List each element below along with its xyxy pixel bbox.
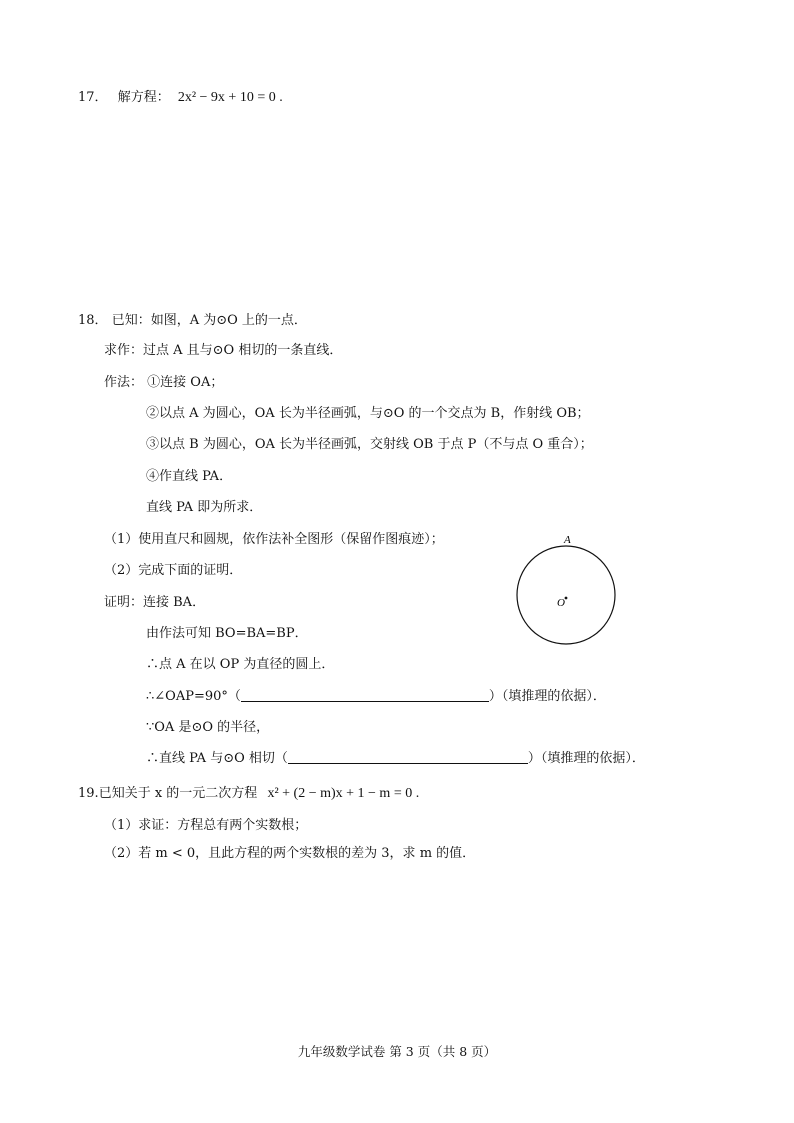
q18-proof1: 由作法可知 BO=BA=BP． — [146, 626, 308, 641]
q18-step1: ①连接 OA； — [147, 375, 224, 390]
q18-proof3-blank — [241, 689, 489, 702]
circle-o — [517, 546, 615, 644]
q18-given-text: 已知：如图，A 为⊙O 上的一点． — [111, 313, 307, 328]
q18-proof4: ∵OA 是⊙O 的半径， — [146, 720, 270, 735]
q19-stem-text: 已知关于 x 的一元二次方程 — [98, 786, 258, 801]
circle-figure — [510, 528, 620, 648]
q18-method-label: 作法： — [104, 375, 144, 390]
page-footer: 九年级数学试卷 第 3 页（共 8 页） — [297, 1044, 497, 1059]
q19-number: 19. — [78, 786, 99, 801]
q18-require: 求作：过点 A 且与⊙O 相切的一条直线． — [104, 343, 343, 358]
q18-step4: ④作直线 PA． — [146, 469, 233, 484]
q18-part2: （2）完成下面的证明． — [104, 563, 243, 578]
center-point-o — [565, 597, 568, 600]
q19-stem — [78, 785, 419, 803]
q19-equation: x² + (2 − m)x + 1 − m = 0 . — [267, 786, 420, 801]
q18-proof3 — [146, 688, 606, 706]
q19-part1: （1）求证：方程总有两个实数根； — [104, 818, 308, 833]
q18-proof3-suffix: ）（填推理的依据）． — [488, 689, 606, 704]
q17-equation: 2x² − 9x + 10 = 0 . — [177, 90, 283, 105]
label-o: O — [557, 597, 565, 609]
q18-proof5-blank — [288, 751, 528, 764]
q19-part2: （2）若 m < 0，且此方程的两个实数根的差为 3，求 m 的值． — [104, 846, 476, 861]
q18-conclusion: 直线 PA 即为所求． — [146, 500, 263, 515]
q18-proof5-suffix: ）（填推理的依据）． — [527, 751, 645, 766]
q17 — [78, 89, 283, 107]
q18-proof5-prefix: ∴直线 PA 与⊙O 相切（ — [146, 751, 288, 766]
q18-number: 18． — [78, 313, 108, 328]
q18-given — [78, 312, 307, 330]
q18-part1: （1）使用直尺和圆规，依作法补全图形（保留作图痕迹）； — [104, 532, 444, 547]
q18-figure — [510, 528, 620, 648]
q18-step3: ③以点 B 为圆心，OA 长为半径画弧，交射线 OB 于点 P（不与点 O 重合）； — [146, 437, 593, 452]
q17-label: 解方程： — [117, 90, 170, 105]
q18-step2: ②以点 A 为圆心，OA 长为半径画弧，与⊙O 的一个交点为 B，作射线 OB； — [146, 406, 590, 421]
q18-proof3-prefix: ∴∠OAP=90°（ — [146, 689, 241, 704]
q17-number: 17． — [78, 90, 108, 105]
q18-proof2: ∴点 A 在以 OP 为直径的圆上． — [146, 657, 335, 672]
q18-proof-label: 证明：连接 BA． — [104, 595, 206, 610]
q18-proof5 — [146, 750, 645, 768]
label-a: A — [564, 534, 571, 546]
q18-method-step1 — [104, 374, 223, 392]
